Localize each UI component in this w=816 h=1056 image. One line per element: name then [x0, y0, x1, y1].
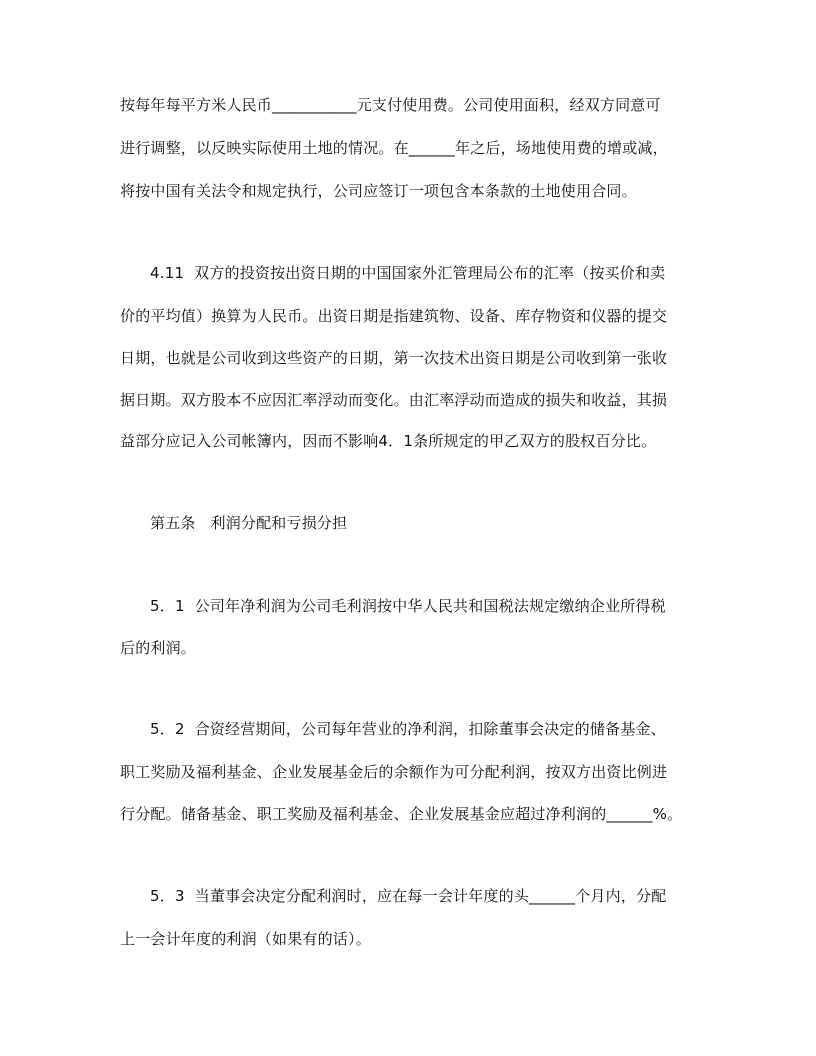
- para-5-3-line-1: 5．3 当董事会决定分配利润时，应在每一会计年度的头______个月内，分配: [150, 887, 667, 905]
- para-5-3-line-2: 上一会计年度的利润（如果有的话）。: [120, 930, 371, 948]
- para-4-11-line-1: 4.11 双方的投资按出资日期的中国国家外汇管理局公布的汇率（按买价和卖: [150, 264, 666, 282]
- para-4-11-line-2: 价的平均值）换算为人民币。出资日期是指建筑物、设备、库存物资和仪器的提交: [120, 307, 668, 325]
- para-4-11-line-5: 益部分应记入公司帐簿内，因而不影响4．1条所规定的甲乙双方的股权百分比。: [120, 432, 657, 450]
- article-5-heading: 第五条 利润分配和亏损分担: [150, 514, 348, 532]
- para-5-1-line-2: 后的利润。: [120, 639, 197, 657]
- para-5-1-line-1: 5．1 公司年净利润为公司毛利润按中华人民共和国税法规定缴纳企业所得税: [150, 597, 666, 615]
- para-5-2-line-2: 职工奖励及福利基金、企业发展基金后的余额作为可分配利润，按双方出资比例进: [120, 763, 668, 781]
- para-1-line-3: 将按中国有关法令和规定执行，公司应签订一项包含本条款的土地使用合同。: [120, 182, 637, 200]
- para-1-line-1: 按每年每平方米人民币___________元支付使用费。公司使用面积，经双方同意可: [120, 96, 661, 114]
- para-4-11-line-3: 日期，也就是公司收到这些资产的日期，第一次技术出资日期是公司收到第一张收: [120, 349, 668, 367]
- para-5-2-line-1: 5．2 合资经营期间，公司每年营业的净利润，扣除董事会决定的储备基金、: [150, 720, 666, 738]
- para-4-11-line-4: 据日期。双方股本不应因汇率浮动而变化。由汇率浮动而造成的损失和收益，其损: [120, 391, 668, 409]
- para-1-line-2: 进行调整，以反映实际使用土地的情况。在______年之后，场地使用费的增或减，: [120, 139, 668, 157]
- para-5-2-line-3: 行分配。储备基金、职工奖励及福利基金、企业发展基金应超过净利润的______%。: [120, 805, 683, 823]
